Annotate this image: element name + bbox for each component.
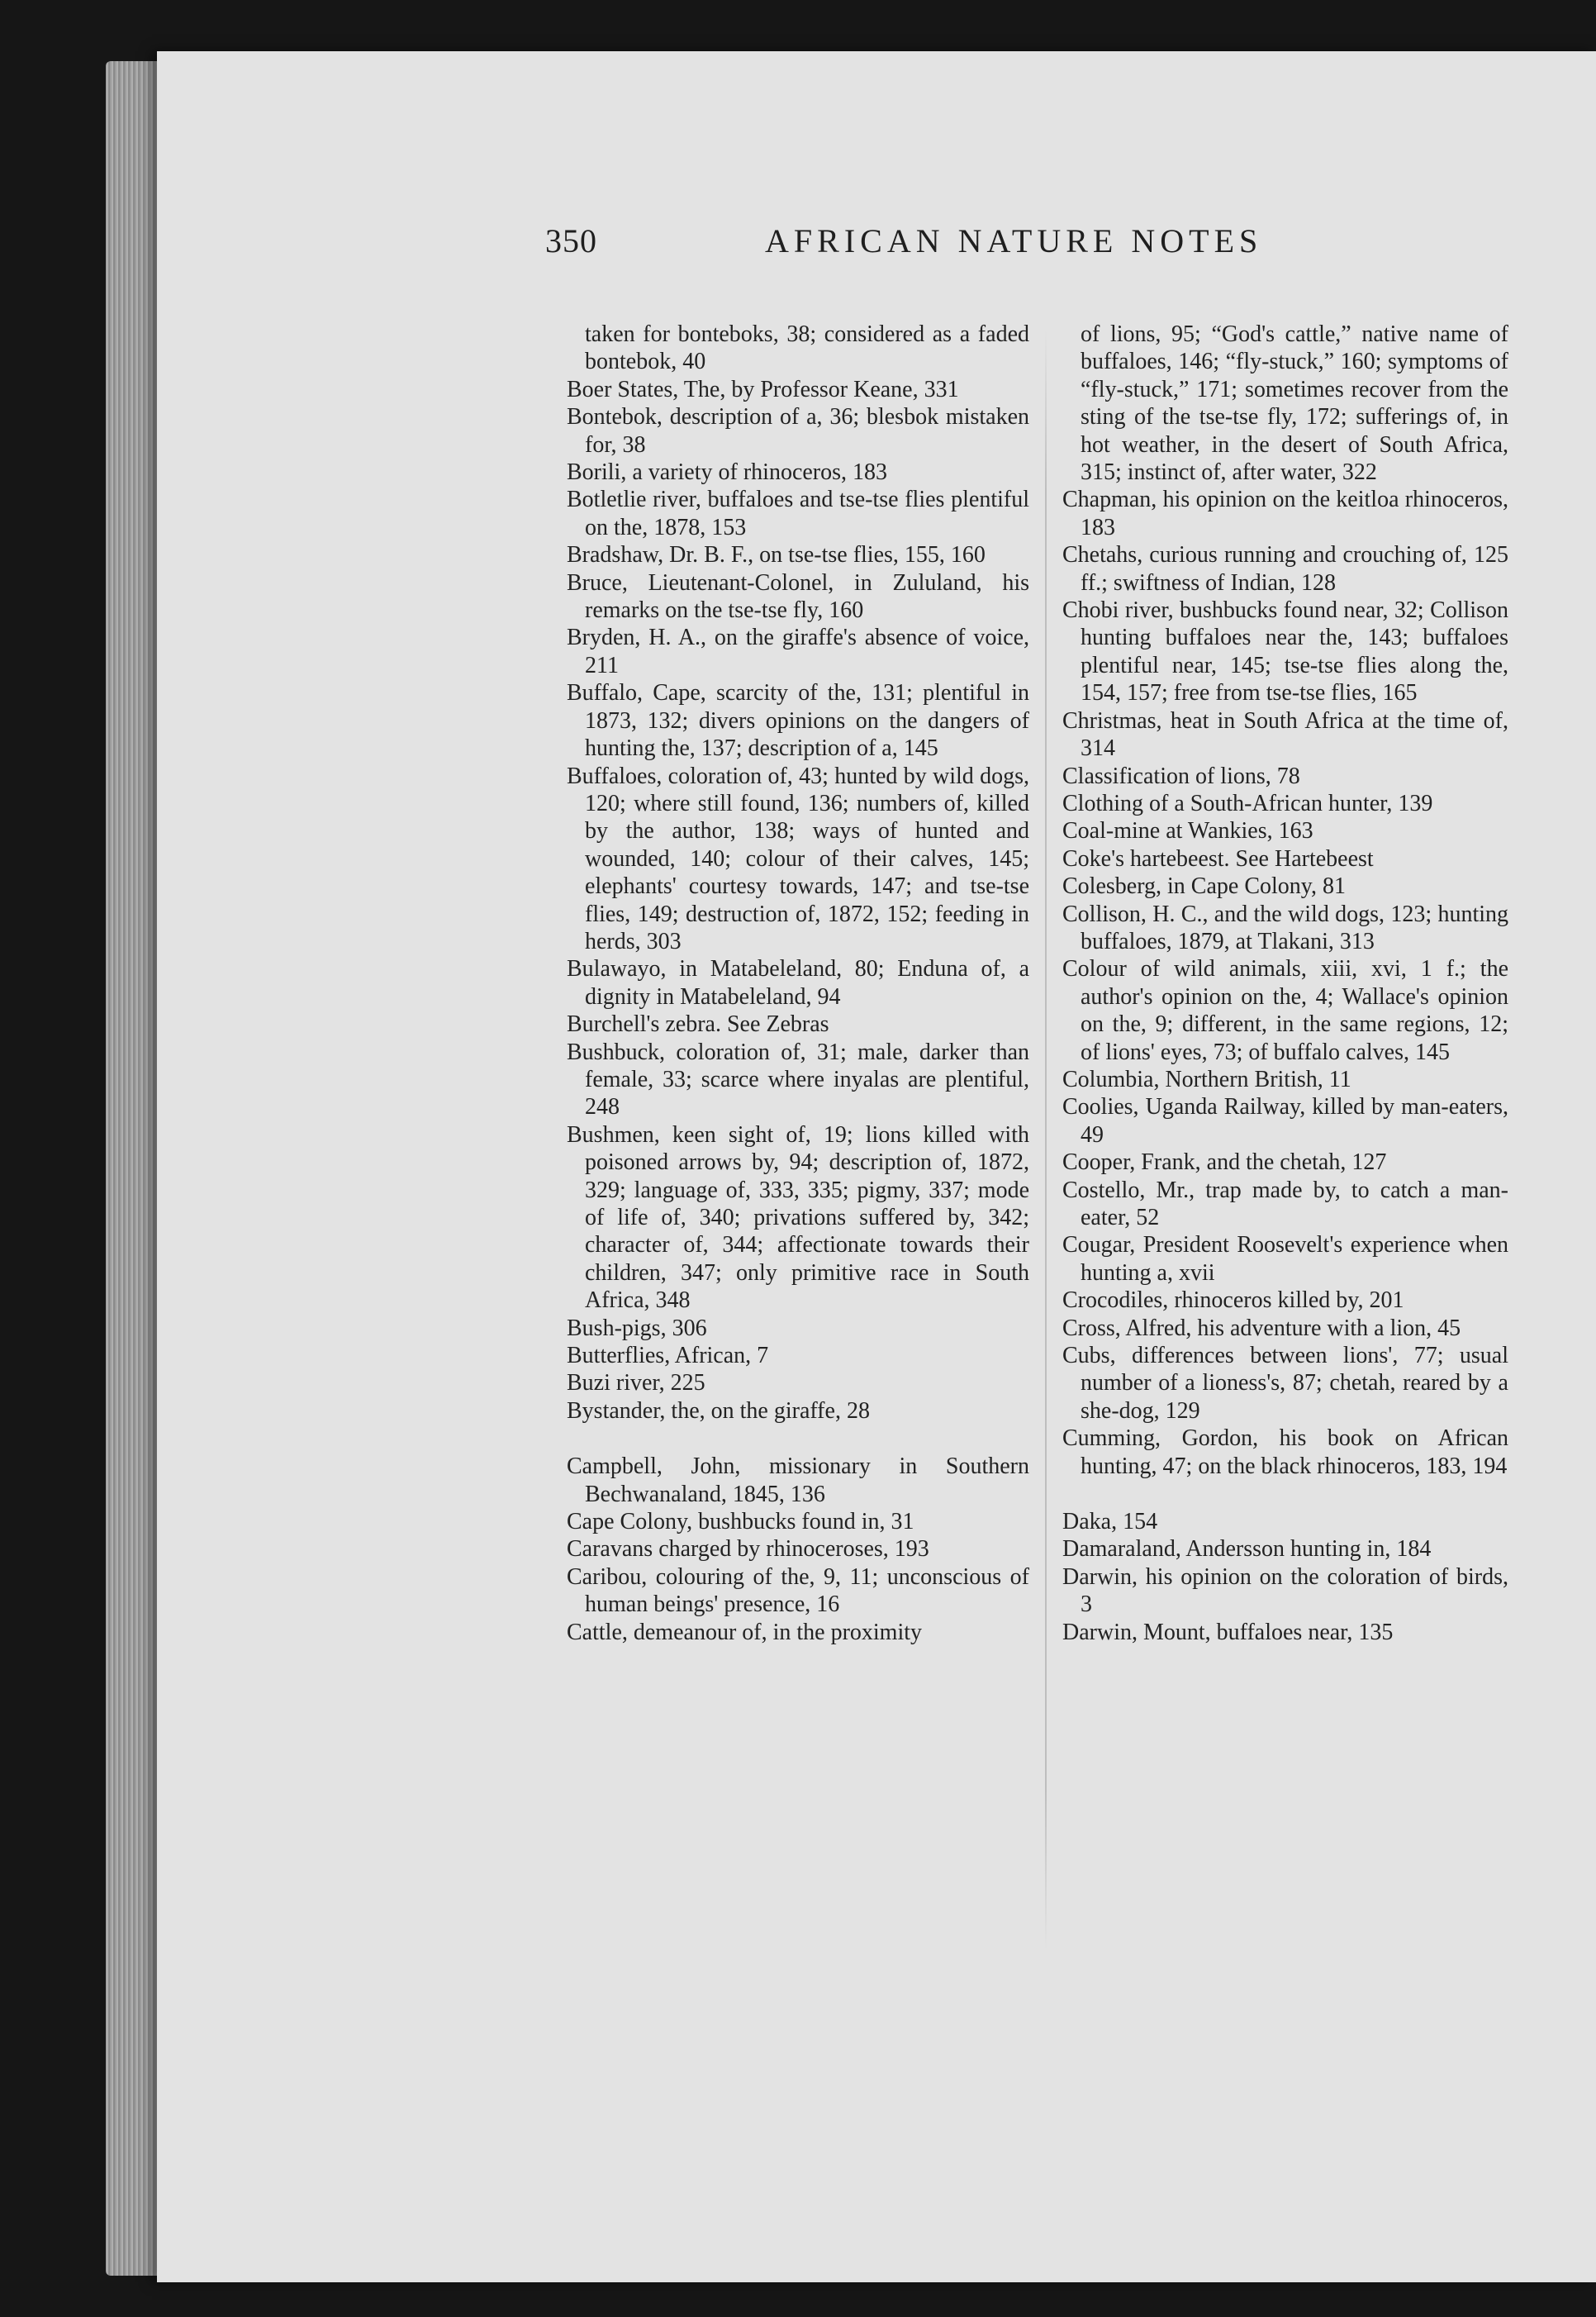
index-entry-text: President Roosevelt's experience when hunting a, xvii — [1081, 1232, 1508, 1286]
index-entry — [1062, 707, 1508, 763]
index-entry-text: of lions, 95; “God's cattle,” native name of buffaloes, 146; “fly-stuck,” 160; symptoms of “fly-stuck,” 171; sometimes recover from the sting of the tse-tse fly, 172; sufferings of, in hot weather, in the desert of South Africa, 315; instinct of, after water, 322 — [1081, 321, 1508, 486]
index-entry — [567, 1453, 1029, 1508]
index-entry-text: demeanour of, in the proximity — [627, 1619, 923, 1645]
index-entry-text: on the giraffe's absence of voice, 211 — [585, 625, 1029, 678]
index-entry-heading: Bontebok, — [567, 404, 663, 431]
index-entry — [567, 1619, 1029, 1646]
index-entry-text: and the chetah, 127 — [1200, 1149, 1387, 1176]
index-entry-text: buffaloes and tse-tse flies plentiful on the, 1878, 153 — [585, 487, 1029, 540]
index-entry-heading: Daka, — [1062, 1509, 1118, 1535]
index-entry — [567, 1342, 1029, 1369]
index-entry — [1062, 790, 1508, 817]
index-column-left — [567, 321, 1029, 1973]
index-entry — [567, 486, 1029, 541]
index-entry — [567, 403, 1029, 459]
index-entry-heading: Butterflies, — [567, 1343, 671, 1369]
index-entry-text: colouring of the, 9, 11; unconscious of human beings' presence, 16 — [585, 1563, 1029, 1618]
index-entry-heading: Caravans — [567, 1536, 653, 1563]
index-entry-text: See Hartebeest — [1229, 845, 1374, 872]
index-entry-text: Andersson hunting in, 184 — [1180, 1536, 1432, 1563]
index-entry-heading: Crocodiles, — [1062, 1287, 1169, 1314]
index-entry-heading: Bushbuck, — [567, 1039, 665, 1065]
index-entry — [567, 1397, 1029, 1425]
index-entry-text: scarcity of the, 131; plentiful in 1873, 132; divers opinions on the dangers of hunting the, 137; description of a, 145 — [585, 680, 1029, 762]
index-entry — [1062, 845, 1508, 873]
index-entry-text: 306 — [666, 1315, 707, 1341]
index-entry-heading: Colour — [1062, 956, 1127, 982]
index-entry-heading: Chobi river, — [1062, 597, 1174, 624]
index-entry-heading: Cooper, Frank, — [1062, 1149, 1201, 1176]
index-entry — [567, 1315, 1029, 1342]
index-entry — [1062, 541, 1508, 597]
index-entry — [1062, 1508, 1508, 1535]
index-entry — [1062, 1342, 1508, 1425]
index-entry — [567, 1563, 1029, 1619]
running-title: AFRICAN NATURE NOTES — [765, 222, 1263, 259]
index-entry — [567, 1039, 1029, 1121]
index-entry — [1062, 817, 1508, 844]
index-entry-heading: Cumming, Gordon, — [1062, 1425, 1259, 1452]
index-entry-heading: Columbia, — [1062, 1066, 1160, 1092]
index-entry-text: of lions, 78 — [1189, 763, 1300, 789]
index-entry-heading: Bushmen, — [567, 1121, 660, 1148]
index-entry-heading: Costello, Mr., — [1062, 1177, 1195, 1203]
index-entry-heading: Bulawayo, — [567, 956, 667, 982]
index-entry — [567, 679, 1029, 762]
index-entry-heading: Campbell, John, — [567, 1453, 741, 1480]
index-entry — [1062, 1425, 1508, 1480]
index-entry-heading: Cougar, — [1062, 1232, 1136, 1258]
index-entry-heading: Damaraland, — [1062, 1536, 1181, 1563]
index-column-right — [1062, 321, 1508, 1973]
index-entry-text: coloration of, 43; hunted by wild dogs, 120; where still found, 136; numbers of, killed by the author, 138; ways of hunted and wounded, 140; colour of their calves, 145; elephants' courtesy towards, 147; and tse-tse flies, 149; destruction of, 1872, 152; feeding in herds, 303 — [585, 763, 1029, 954]
index-entry-text: the, on the giraffe, 28 — [665, 1397, 870, 1424]
index-entry — [567, 321, 1029, 376]
index-entry-text: keen sight of, 19; lions killed with poisoned arrows by, 94; description of, 1872, 329; language of, 333, 335; pigmy, 337; mode of life of, 340; privations suffered by, 342; character of, 344; affectionate towards their children, 347; only primitive race in South Africa, 348 — [585, 1121, 1029, 1314]
index-entry-heading: Buffalo, Cape, — [567, 680, 706, 707]
index-entry-heading: Coke's hartebeest. — [1062, 845, 1230, 872]
index-entry — [1062, 1149, 1508, 1176]
index-entry-heading: Chetahs, — [1062, 542, 1143, 569]
index-entry — [567, 541, 1029, 569]
page-number: 350 — [545, 222, 597, 259]
index-entry — [1062, 1563, 1508, 1619]
index-entry-text: at Wankies, 163 — [1160, 818, 1313, 844]
index-entry-heading: Colesberg, — [1062, 873, 1162, 900]
index-entry — [1062, 1066, 1508, 1093]
index-entry-heading: Bradshaw, Dr. B. F., — [567, 542, 754, 569]
index-entry-heading: Darwin, — [1062, 1563, 1138, 1590]
index-entry-text: 225 — [664, 1370, 705, 1396]
index-entry-heading: Chapman, — [1062, 487, 1157, 513]
index-entry-text: coloration of, 31; male, darker than female, 33; scarce where inyalas are plentiful, 248 — [585, 1039, 1029, 1120]
index-entry — [1062, 321, 1508, 486]
index-entry — [1062, 955, 1508, 1066]
index-entry-text: Northern British, 11 — [1159, 1066, 1351, 1092]
index-entry-text: taken for bonteboks, 38; considered as a faded bontebok, 40 — [585, 321, 1029, 375]
index-entry-text: by Professor Keane, 331 — [725, 376, 959, 402]
index-entry-text: of wild animals, xiii, xvi, 1 f.; the author's opinion on the, 4; Wallace's opinion on the, 9; different, in the same regions, 12; of lions' eyes, 73; of buffalo calves, 145 — [1081, 956, 1508, 1065]
index-entry-heading: Bruce, Lieutenant-Colonel, — [567, 569, 834, 596]
index-entry-heading: Darwin, Mount, — [1062, 1619, 1211, 1645]
index-entry-text: African, 7 — [670, 1343, 769, 1369]
index-entry-text: bushbucks found in, 31 — [692, 1509, 914, 1535]
index-entry-heading: Cattle, — [567, 1619, 628, 1645]
index-entry-heading: Bush-pigs, — [567, 1315, 667, 1341]
index-entry — [1062, 1315, 1508, 1342]
index-entry-heading: Cubs, — [1062, 1343, 1116, 1369]
running-head — [545, 221, 1596, 279]
index-entry — [1062, 873, 1508, 900]
index-entry-text: trap made by, to catch a man-eater, 52 — [1081, 1177, 1508, 1230]
index-entry-heading: Boer States, The, — [567, 376, 726, 402]
index-entry-text: charged by rhinoceroses, 193 — [653, 1536, 929, 1563]
index-entry — [1062, 763, 1508, 790]
index-entry — [567, 459, 1029, 486]
index-entry — [1062, 1287, 1508, 1314]
index-entry — [1062, 1093, 1508, 1149]
index-entry — [567, 376, 1029, 403]
index-entry-text: in Matabeleland, 80; Enduna of, a dignity in Matabeleland, 94 — [585, 956, 1029, 1010]
index-entry-text: in Cape Colony, 81 — [1161, 873, 1346, 900]
index-entry-text: his opinion on the keitloa rhinoceros, 183 — [1081, 487, 1508, 540]
index-entry-text: his book on African hunting, 47; on the black rhinoceros, 183, 194 — [1081, 1425, 1508, 1479]
index-entry-text: 154 — [1117, 1509, 1158, 1535]
index-entry-heading: Borili, — [567, 459, 627, 486]
index-entry-heading: Buzi river, — [567, 1370, 665, 1396]
index-entry-heading: Coolies, — [1062, 1094, 1139, 1120]
index-entry-heading: Clothing — [1062, 790, 1144, 816]
index-entry — [567, 1535, 1029, 1563]
index-entry-text: heat in South Africa at the time of, 314 — [1081, 707, 1508, 762]
letter-section-gap — [567, 1425, 1029, 1453]
index-entry — [1062, 1535, 1508, 1563]
index-entry — [1062, 1619, 1508, 1646]
index-entry-text: on tse-tse flies, 155, 160 — [753, 542, 986, 569]
index-entry-heading: Buffaloes, — [567, 763, 663, 789]
index-entry-text: of a South-African hunter, 139 — [1143, 790, 1433, 816]
index-entry — [1062, 1231, 1508, 1287]
index-entry-heading: Coal-mine — [1062, 818, 1161, 844]
index-entry-text: Uganda Railway, killed by man-eaters, 49 — [1081, 1094, 1508, 1148]
index-entry-heading: Cross, Alfred, — [1062, 1315, 1192, 1341]
column-divider — [1045, 331, 1047, 1950]
index-entry-heading: Classification — [1062, 763, 1190, 789]
index-entry — [567, 1369, 1029, 1396]
index-entry — [1062, 901, 1508, 956]
index-entry-heading: Bystander, — [567, 1397, 666, 1424]
index-entry-text: his adventure with a lion, 45 — [1191, 1315, 1461, 1341]
index-entry-heading: Botletlie river, — [567, 487, 701, 513]
index-entry — [567, 763, 1029, 956]
index-entry — [1062, 1177, 1508, 1232]
index-entry-text: and the wild dogs, 123; hunting buffaloes, 1879, at Tlakani, 313 — [1081, 901, 1508, 954]
index-entry — [1062, 597, 1508, 707]
index-entry-heading: Caribou, — [567, 1563, 648, 1590]
index-entry — [567, 1121, 1029, 1315]
index-entry — [567, 1011, 1029, 1038]
index-entry-text: curious running and crouching of, 125 ff.; swiftness of Indian, 128 — [1081, 542, 1508, 596]
index-entry-text: rhinoceros killed by, 201 — [1168, 1287, 1404, 1314]
index-entry-text: See Zebras — [720, 1011, 829, 1038]
index-entry-text: a variety of rhinoceros, 183 — [626, 459, 888, 486]
index-entry-text: buffaloes near, 135 — [1210, 1619, 1394, 1645]
index-entry — [1062, 486, 1508, 541]
index-entry — [567, 624, 1029, 679]
index-entry-heading: Cape Colony, — [567, 1509, 693, 1535]
index-entry-heading: Collison, H. C., — [1062, 901, 1209, 927]
index-entry-text: his opinion on the coloration of birds, 3 — [1081, 1563, 1508, 1618]
index-entry-text: differences between lions', 77; usual number of a lioness's, 87; chetah, reared by a she-dog, 129 — [1081, 1343, 1508, 1424]
letter-section-gap — [1062, 1480, 1508, 1508]
index-entry-heading: Bryden, H. A., — [567, 625, 707, 651]
index-entry-text: missionary in Southern Bechwanaland, 1845, 136 — [585, 1453, 1030, 1507]
index-entry — [567, 1508, 1029, 1535]
index-entry-text: bushbucks found near, 32; Collison hunting buffaloes near the, 143; buffaloes plentiful near, 145; tse-tse flies along the, 154, 157; free from tse-tse flies, 165 — [1081, 597, 1508, 707]
index-entry-text: in Zululand, his remarks on the tse-tse fly, 160 — [585, 569, 1029, 624]
index-entry-heading: Christmas, — [1062, 707, 1162, 734]
index-entry-heading: Burchell's zebra. — [567, 1011, 721, 1038]
index-entry — [567, 955, 1029, 1011]
index-entry-text: description of a, 36; blesbok mistaken for, 38 — [585, 404, 1029, 458]
index-entry — [567, 569, 1029, 625]
